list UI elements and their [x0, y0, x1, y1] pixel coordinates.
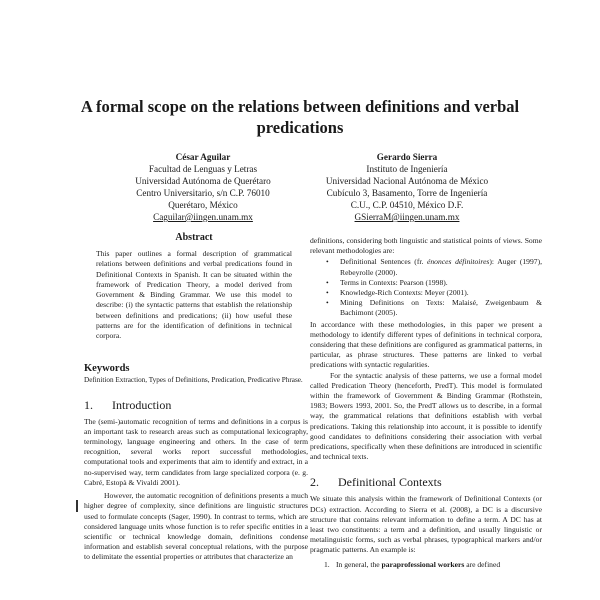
section-number: 1.: [84, 397, 93, 412]
author-name: César Aguilar: [175, 152, 231, 162]
author-affiliation-line: Universidad Nacional Autónoma de México: [325, 176, 489, 186]
list-item: • Knowledge-Rich Contexts: Meyer (2001).: [326, 288, 469, 298]
list-item: • Terms in Contexts: Pearson (1998).: [326, 277, 448, 287]
abstract-heading: Abstract: [175, 232, 213, 243]
paragraph: definitions, considering both linguistic and statistical points of views. Some relevant methodologies are:: [310, 236, 542, 256]
keywords-text: Definition Extraction, Types of Definitions, Predication, Predicative Phrase.: [84, 375, 303, 384]
left-column: [84, 232, 308, 563]
list-item: • Mining Definitions on Texts: Malaisé, Zweigenbaum & Bachimont (2005).: [326, 298, 542, 318]
author-affiliation-line: C.U., C.P. 04510, México D.F.: [350, 200, 464, 210]
abstract: [96, 232, 292, 342]
author-name: Gerardo Sierra: [376, 152, 438, 162]
paragraph: For the syntactic analysis of these patterns, we use a formal model called Predication Theory (henceforth, PredT). This model is formulated within the framework of Government & Binding Grammar (Rothstein, 1983; Bowers 1993, 2001. So, the PredT allows us to describe, in a formal way, the grammatical relations that definitions establish with verbal predications. Taking this relationship into account, it is possible to identify good candidates to definitions considering their association with verbal predications, specifically when these definitions are introduced in scientific and technical texts.: [310, 370, 542, 462]
author-affiliation-line: Instituto de Ingeniería: [366, 164, 448, 174]
bullet-icon: •: [326, 277, 329, 287]
keywords-heading: Keywords: [84, 362, 130, 374]
abstract-text: This paper outlines a formal description of grammatical relations between definitions and verbal predications found in Definitional Contexts in Spanish. It can be situated within the framework of Predication Theory, a model derived from Government & Binding Grammar. We use this model to describe: (i) the syntactic patterns that establish the relationship between definitions and predications; (ii) how useful these patterns are for the identification of definitions in technical corpora.: [96, 249, 292, 341]
author-affiliation-line: Facultad de Lenguas y Letras: [148, 164, 258, 174]
author-affiliation-line: Querétaro, México: [168, 200, 238, 210]
section-title: Definitional Contexts: [338, 475, 442, 490]
author-affiliation-line: Universidad Autónoma de Querétaro: [135, 176, 271, 186]
paragraph: The (semi-)automatic recognition of terms and definitions in a corpus is an important task to research areas such as computational lexicography, terminology, language engineering and others. In the case of term recognition, several works report successful methodologies, computational tools and experiments that aim to identify and extract, in a no-supervised way, term candidates from large specialized corpora (e. g. Cabré, Estopà & Vivaldi 2001).: [84, 416, 308, 487]
margin-change-bar: [76, 500, 78, 512]
bullet-icon: •: [326, 298, 329, 308]
author-block-2: [282, 151, 532, 223]
paragraph: In accordance with these methodologies, in this paper we present a methodology to identify different types of definitions in technical corpora, considering that these definitions are configured as grammatical patterns, in particular, as phrase structures. These patterns are linked to verbal predications with syntactic regularities.: [310, 319, 542, 370]
right-column: [310, 236, 542, 570]
author-affiliation-line: Cubículo 3, Basamento, Torre de Ingeniería: [326, 188, 488, 198]
paper-title: A formal scope on the relations between definitions and verbal predications: [80, 97, 520, 137]
bullet-icon: •: [326, 257, 329, 267]
section-title: Introduction: [112, 397, 172, 412]
methodology-list: [310, 257, 542, 318]
section-number: 2.: [310, 475, 319, 490]
author-email-link[interactable]: GSierraM@iingen.unam.mx: [354, 212, 460, 222]
section-heading: [84, 398, 308, 413]
bullet-icon: •: [326, 288, 329, 298]
example-item: 1. In general, the paraprofessional workers are defined: [324, 559, 501, 569]
author-affiliation-line: Centro Universitario, s/n C.P. 76010: [136, 188, 270, 198]
paragraph: However, the automatic recognition of definitions presents a much higher degree of complexity, since definitions are linguistic structures used to formulate concepts (Sager, 1990). In contrast to terms, which are considered language units whose function is to refer specific entities in a scientific or technical knowledge domain, definitions condense information and establish several conceptual relations, with the purpose to delimitate the essential properties or attributes that characterize an: [84, 491, 308, 562]
section-heading: [310, 475, 542, 490]
example-list: [310, 560, 542, 570]
list-item: • Definitional Sentences (fr. énonces définitoires): Auger (1997), Rebeyrolle (2000).: [326, 257, 542, 277]
paragraph: We situate this analysis within the framework of Definitional Contexts (or DCs) extraction. According to Sierra et al. (2008), a DC is a discursive structure that contains relevant information to define a term. A DC has at least two constituents: a term and a definition, and usually linguistic or metalinguistic forms, such as verbal phrases, typographical markers and/or pragmatic patterns. An example is:: [310, 494, 542, 555]
author-email-link[interactable]: Caguilar@iingen.unam.mx: [153, 212, 253, 222]
